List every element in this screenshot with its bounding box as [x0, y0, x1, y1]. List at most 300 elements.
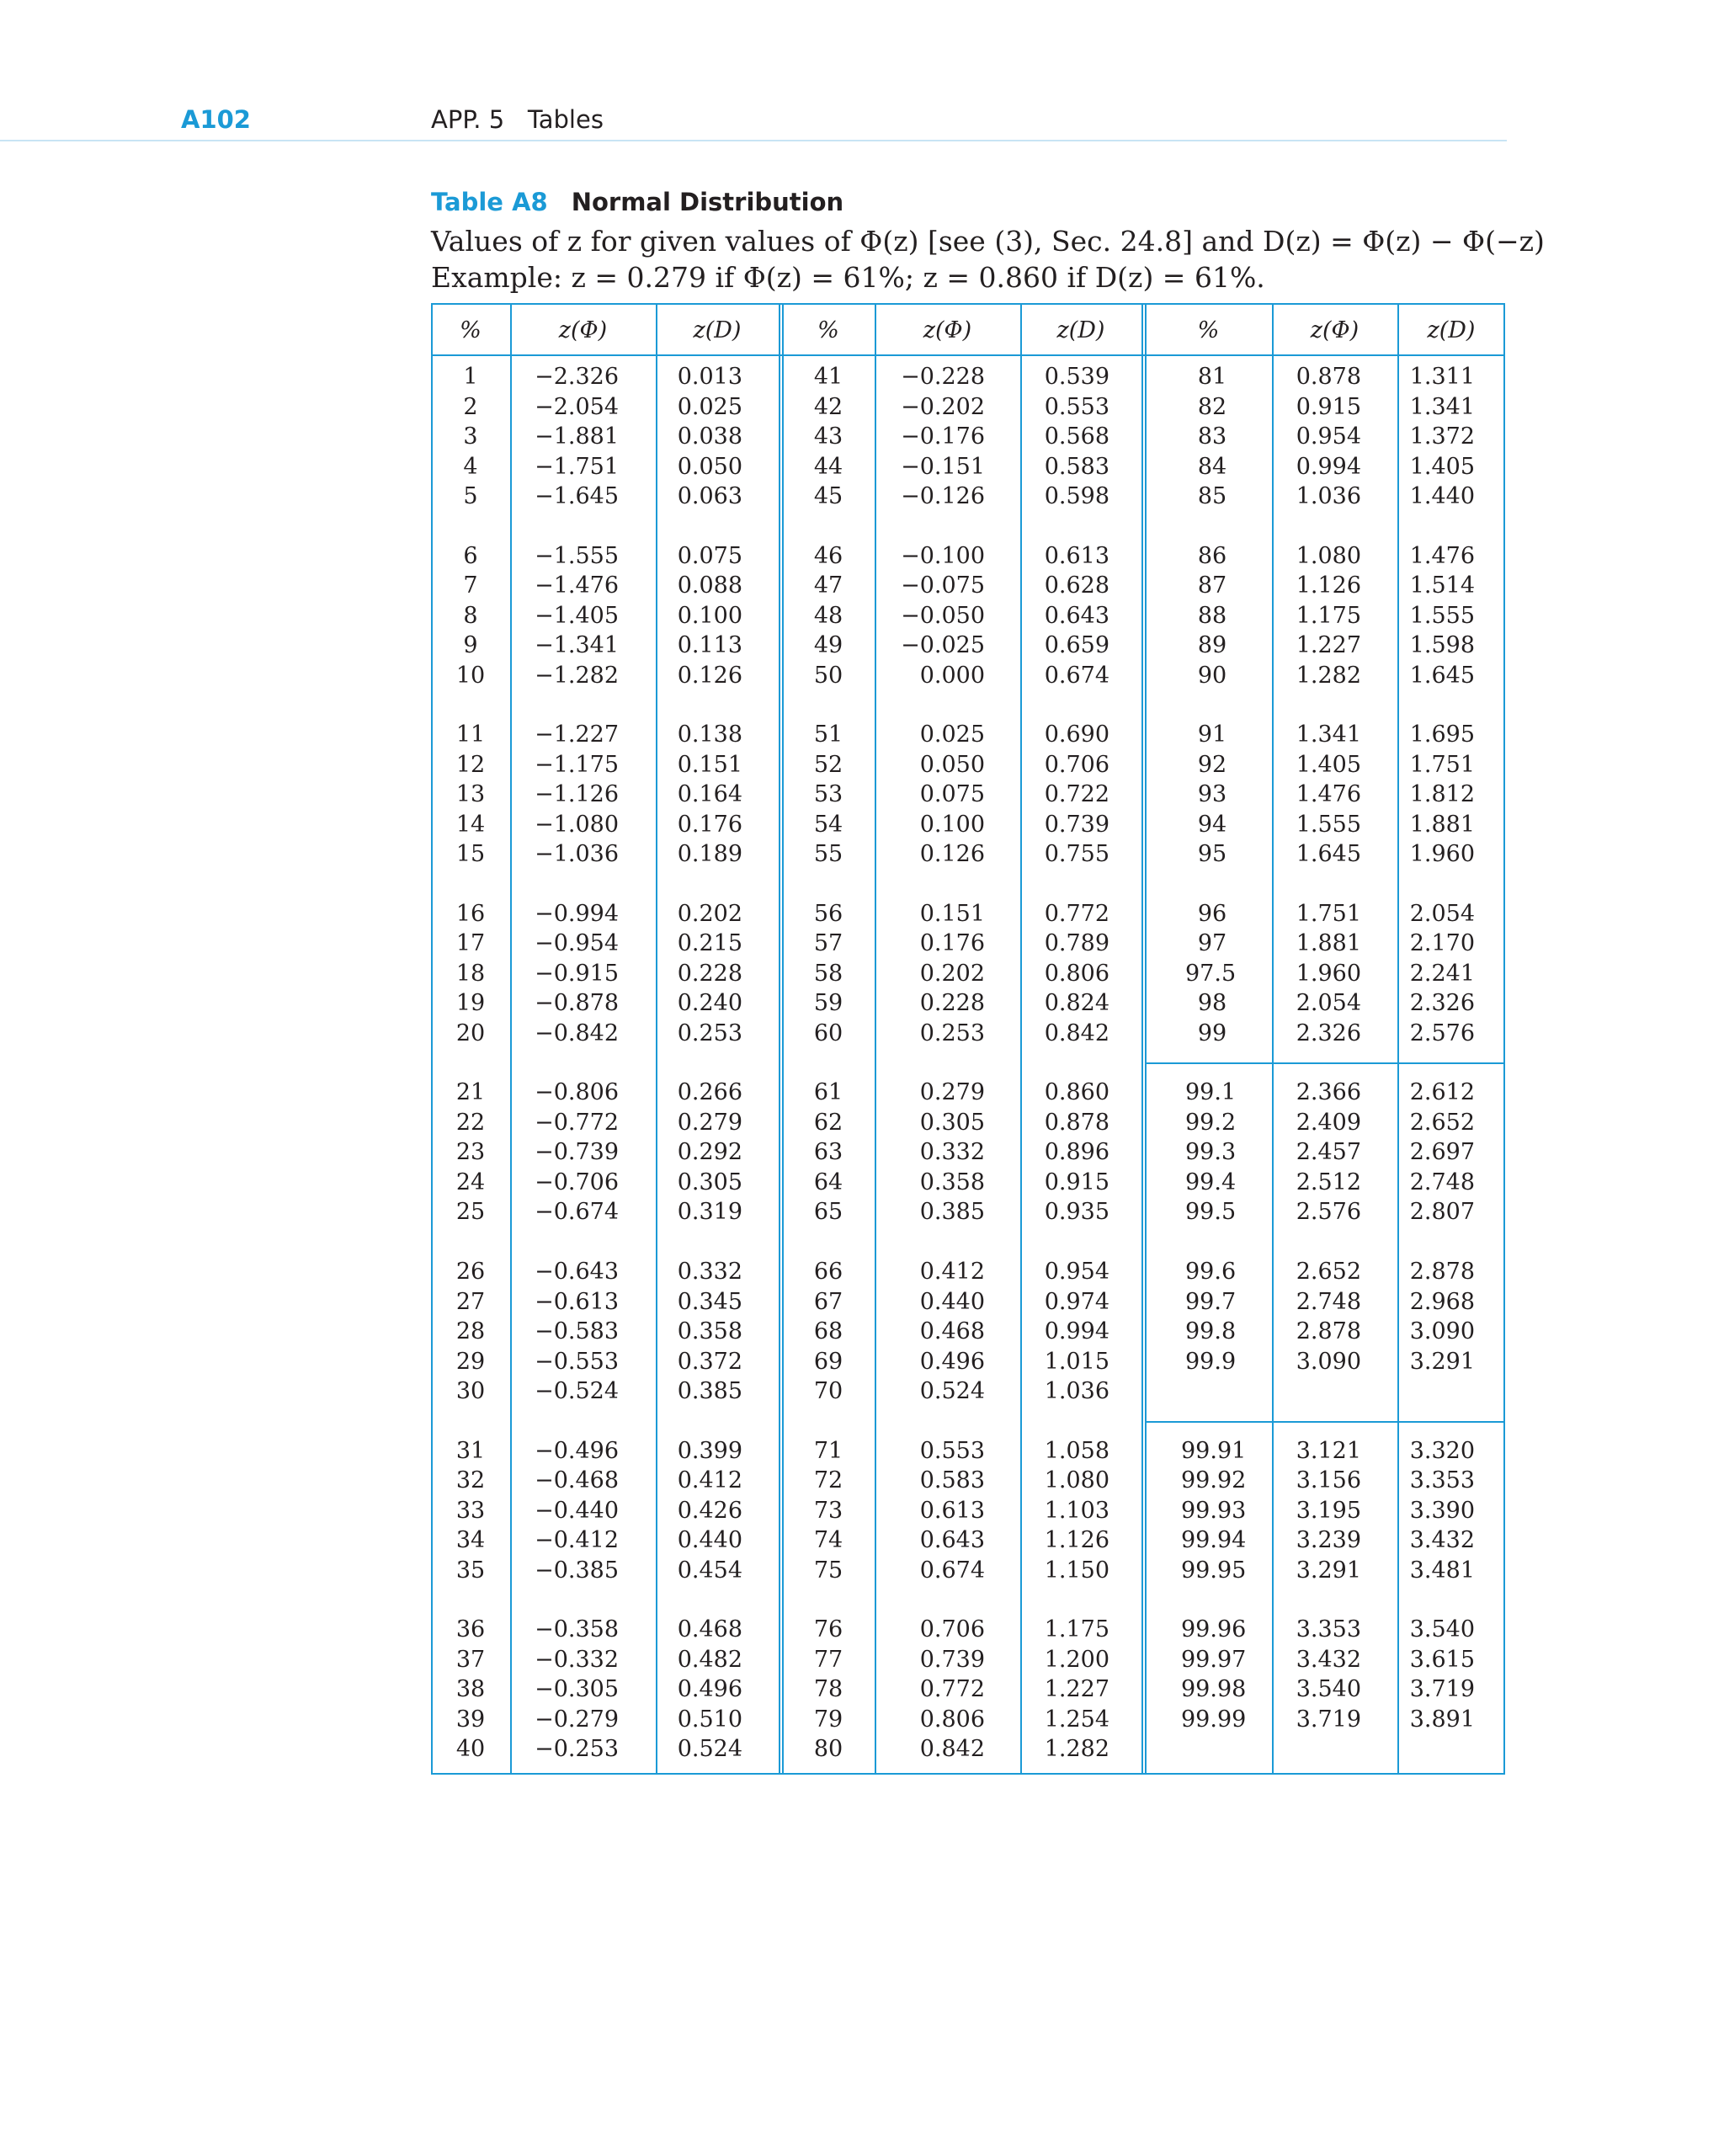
z-phi-cell: −0.915: [535, 960, 619, 987]
z-phi-cell: 0.739: [919, 1646, 985, 1673]
z-phi-cell: 1.175: [1296, 602, 1361, 629]
z-d-cell: 2.652: [1409, 1109, 1475, 1136]
z-phi-cell: 0.553: [919, 1437, 985, 1464]
z-d-cell: 2.968: [1409, 1288, 1475, 1315]
percent-cell: 99.5: [1185, 1199, 1237, 1226]
z-phi-cell: 0.075: [919, 781, 985, 808]
percent-cell: 64: [813, 1168, 843, 1195]
z-phi-cell: 3.156: [1296, 1467, 1361, 1494]
percent-cell: 73: [813, 1497, 843, 1524]
z-phi-cell: −0.806: [535, 1079, 619, 1106]
percent-cell: 83: [1197, 423, 1227, 450]
z-d-cell: 1.058: [1044, 1437, 1109, 1464]
percent-cell: 97: [1197, 930, 1227, 957]
percent-cell: 80: [813, 1736, 843, 1763]
percent-cell: 60: [813, 1019, 843, 1046]
z-phi-cell: −0.075: [901, 572, 985, 599]
percent-cell: 91: [1197, 721, 1227, 748]
z-d-cell: 1.227: [1044, 1676, 1109, 1703]
percent-cell: 99.8: [1185, 1318, 1237, 1344]
percent-cell: 10: [455, 662, 486, 689]
z-phi-cell: 2.457: [1296, 1139, 1361, 1166]
percent-cell: 99.94: [1181, 1527, 1247, 1554]
z-phi-cell: −0.126: [901, 483, 985, 509]
z-phi-cell: 2.366: [1296, 1079, 1361, 1106]
z-phi-cell: 0.643: [919, 1527, 985, 1554]
z-d-cell: 1.282: [1044, 1736, 1109, 1763]
z-phi-cell: 0.583: [919, 1467, 985, 1494]
z-phi-cell: 0.772: [919, 1676, 985, 1703]
z-d-cell: 0.496: [677, 1676, 742, 1703]
percent-cell: 99.99: [1181, 1706, 1247, 1733]
percent-cell: 19: [455, 990, 486, 1017]
z-phi-cell: −0.994: [535, 900, 619, 927]
table-title: [431, 185, 843, 219]
z-d-cell: 3.615: [1409, 1646, 1475, 1673]
percent-cell: 99.93: [1181, 1497, 1247, 1524]
z-phi-cell: −2.054: [535, 393, 619, 420]
percent-cell: 8: [463, 602, 478, 629]
percent-cell: 99.91: [1181, 1437, 1247, 1464]
z-phi-cell: −0.440: [535, 1497, 619, 1524]
z-d-cell: 1.254: [1044, 1706, 1109, 1733]
z-phi-cell: −0.050: [901, 602, 985, 629]
z-phi-cell: −0.706: [535, 1168, 619, 1195]
percent-cell: 25: [455, 1199, 486, 1226]
z-d-cell: 0.292: [677, 1139, 742, 1166]
z-d-cell: 2.878: [1409, 1259, 1475, 1285]
percent-cell: 58: [813, 960, 843, 987]
column-divider: [779, 303, 780, 1775]
percent-cell: 63: [813, 1139, 843, 1166]
z-d-cell: 0.228: [677, 960, 742, 987]
z-phi-cell: 3.090: [1296, 1348, 1361, 1375]
z-d-cell: 0.202: [677, 900, 742, 927]
column-header: %: [817, 317, 839, 343]
z-d-cell: 1.960: [1409, 841, 1475, 868]
z-d-cell: 0.598: [1044, 483, 1109, 509]
percent-cell: 3: [463, 423, 478, 450]
percent-cell: 99.4: [1185, 1168, 1237, 1195]
percent-cell: 92: [1197, 751, 1227, 778]
z-d-cell: 0.524: [677, 1736, 742, 1763]
z-phi-cell: 0.000: [919, 662, 985, 689]
column-header: %: [1197, 317, 1220, 343]
z-phi-cell: −0.468: [535, 1467, 619, 1494]
z-d-cell: 1.036: [1044, 1378, 1109, 1404]
z-phi-cell: −0.674: [535, 1199, 619, 1226]
z-phi-cell: 3.432: [1296, 1646, 1361, 1673]
percent-cell: 53: [813, 781, 843, 808]
percent-cell: 20: [455, 1019, 486, 1046]
z-phi-cell: 2.054: [1296, 990, 1361, 1017]
z-phi-cell: −0.025: [901, 632, 985, 659]
z-phi-cell: −0.253: [535, 1736, 619, 1763]
z-phi-cell: 0.468: [919, 1318, 985, 1344]
z-d-cell: 2.326: [1409, 990, 1475, 1017]
z-d-cell: 0.772: [1044, 900, 1109, 927]
z-phi-cell: 0.202: [919, 960, 985, 987]
percent-cell: 54: [813, 811, 843, 838]
z-d-cell: 1.881: [1409, 811, 1475, 838]
z-phi-cell: 0.915: [1296, 393, 1361, 420]
z-d-cell: 0.954: [1044, 1259, 1109, 1285]
percent-cell: 66: [813, 1259, 843, 1285]
percent-cell: 1: [463, 364, 478, 390]
z-d-cell: 0.050: [677, 453, 742, 480]
z-phi-cell: 0.496: [919, 1348, 985, 1375]
z-phi-cell: 1.645: [1296, 841, 1361, 868]
percent-cell: 22: [455, 1109, 486, 1136]
z-d-cell: 0.468: [677, 1616, 742, 1643]
z-phi-cell: −1.645: [535, 483, 619, 509]
percent-cell: 88: [1197, 602, 1227, 629]
percent-cell: 67: [813, 1288, 843, 1315]
z-d-cell: 0.305: [677, 1168, 742, 1195]
percent-cell: 74: [813, 1527, 843, 1554]
z-d-cell: 3.481: [1409, 1557, 1475, 1584]
z-d-cell: 0.440: [677, 1527, 742, 1554]
z-d-cell: 0.568: [1044, 423, 1109, 450]
z-d-cell: 1.341: [1409, 393, 1475, 420]
z-d-cell: 0.063: [677, 483, 742, 509]
z-d-cell: 0.860: [1044, 1079, 1109, 1106]
z-d-cell: 0.088: [677, 572, 742, 599]
z-phi-cell: 0.279: [919, 1079, 985, 1106]
z-phi-cell: −0.305: [535, 1676, 619, 1703]
z-d-cell: 1.751: [1409, 751, 1475, 778]
percent-cell: 99.97: [1181, 1646, 1247, 1673]
z-d-cell: 3.320: [1409, 1437, 1475, 1464]
z-d-cell: 0.399: [677, 1437, 742, 1464]
z-d-cell: 1.103: [1044, 1497, 1109, 1524]
z-d-cell: 3.719: [1409, 1676, 1475, 1703]
column-header: z(Φ): [923, 317, 972, 343]
z-phi-cell: −1.341: [535, 632, 619, 659]
z-d-cell: 0.739: [1044, 811, 1109, 838]
z-d-cell: 3.432: [1409, 1527, 1475, 1554]
z-d-cell: 0.659: [1044, 632, 1109, 659]
percent-cell: 68: [813, 1318, 843, 1344]
z-phi-cell: 1.227: [1296, 632, 1361, 659]
z-d-cell: 0.164: [677, 781, 742, 808]
z-d-cell: 3.090: [1409, 1318, 1475, 1344]
z-d-cell: 0.482: [677, 1646, 742, 1673]
z-d-cell: 3.540: [1409, 1616, 1475, 1643]
z-d-cell: 1.200: [1044, 1646, 1109, 1673]
percent-cell: 81: [1197, 364, 1227, 390]
table-description-example: Example: z = 0.279 if Φ(z) = 61%; z = 0.860 if D(z) = 61%.: [431, 261, 1265, 294]
z-phi-cell: 3.195: [1296, 1497, 1361, 1524]
column-divider: [1145, 303, 1147, 1775]
z-phi-cell: −0.842: [535, 1019, 619, 1046]
z-phi-cell: 0.842: [919, 1736, 985, 1763]
z-phi-cell: −0.228: [901, 364, 985, 390]
z-d-cell: 1.150: [1044, 1557, 1109, 1584]
percent-cell: 48: [813, 602, 843, 629]
percent-cell: 38: [455, 1676, 486, 1703]
percent-cell: 97.5: [1185, 960, 1237, 987]
z-d-cell: 0.510: [677, 1706, 742, 1733]
percent-cell: 84: [1197, 453, 1227, 480]
z-phi-cell: −1.476: [535, 572, 619, 599]
z-d-cell: 0.266: [677, 1079, 742, 1106]
z-d-cell: 1.311: [1409, 364, 1475, 390]
z-d-cell: 1.440: [1409, 483, 1475, 509]
z-d-cell: 1.080: [1044, 1467, 1109, 1494]
percent-cell: 2: [463, 393, 478, 420]
z-phi-cell: 0.994: [1296, 453, 1361, 480]
percent-cell: 86: [1197, 542, 1227, 569]
z-phi-cell: −0.954: [535, 930, 619, 957]
z-phi-cell: 0.385: [919, 1199, 985, 1226]
z-d-cell: 0.025: [677, 393, 742, 420]
column-divider: [1141, 303, 1143, 1775]
z-d-cell: 0.240: [677, 990, 742, 1017]
z-phi-cell: 1.960: [1296, 960, 1361, 987]
percent-cell: 89: [1197, 632, 1227, 659]
z-phi-cell: −1.751: [535, 453, 619, 480]
percent-cell: 34: [455, 1527, 486, 1554]
z-phi-cell: −0.385: [535, 1557, 619, 1584]
z-phi-cell: −2.326: [535, 364, 619, 390]
z-d-cell: 0.426: [677, 1497, 742, 1524]
percent-cell: 96: [1197, 900, 1227, 927]
z-d-cell: 0.553: [1044, 393, 1109, 420]
z-d-cell: 0.994: [1044, 1318, 1109, 1344]
z-d-cell: 1.598: [1409, 632, 1475, 659]
percent-cell: 99.3: [1185, 1139, 1237, 1166]
z-d-cell: 0.789: [1044, 930, 1109, 957]
percent-cell: 82: [1197, 393, 1227, 420]
z-d-cell: 0.038: [677, 423, 742, 450]
z-phi-cell: 0.706: [919, 1616, 985, 1643]
column-header: z(D): [1056, 317, 1105, 343]
z-phi-cell: 0.954: [1296, 423, 1361, 450]
percent-cell: 27: [455, 1288, 486, 1315]
percent-cell: 57: [813, 930, 843, 957]
z-phi-cell: 1.476: [1296, 781, 1361, 808]
percent-cell: 99.2: [1185, 1109, 1237, 1136]
z-d-cell: 3.353: [1409, 1467, 1475, 1494]
percent-cell: 28: [455, 1318, 486, 1344]
percent-cell: 99.1: [1185, 1079, 1237, 1106]
z-phi-cell: 3.719: [1296, 1706, 1361, 1733]
z-d-cell: 0.628: [1044, 572, 1109, 599]
running-head-section: APP. 5 Tables: [431, 105, 604, 134]
z-d-cell: 3.291: [1409, 1348, 1475, 1375]
block-divider: [1145, 1062, 1505, 1064]
z-phi-cell: 2.512: [1296, 1168, 1361, 1195]
z-d-cell: 0.358: [677, 1318, 742, 1344]
z-phi-cell: −1.036: [535, 841, 619, 868]
z-d-cell: 0.372: [677, 1348, 742, 1375]
z-phi-cell: −0.643: [535, 1259, 619, 1285]
z-phi-cell: 0.126: [919, 841, 985, 868]
z-phi-cell: −1.881: [535, 423, 619, 450]
table-label: Table A8: [431, 188, 548, 216]
z-phi-cell: 1.126: [1296, 572, 1361, 599]
z-d-cell: 0.385: [677, 1378, 742, 1404]
z-d-cell: 0.113: [677, 632, 742, 659]
z-phi-cell: 3.239: [1296, 1527, 1361, 1554]
z-d-cell: 1.812: [1409, 781, 1475, 808]
percent-cell: 79: [813, 1706, 843, 1733]
percent-cell: 17: [455, 930, 486, 957]
z-d-cell: 0.075: [677, 542, 742, 569]
z-d-cell: 0.722: [1044, 781, 1109, 808]
z-phi-cell: 2.878: [1296, 1318, 1361, 1344]
percent-cell: 87: [1197, 572, 1227, 599]
percent-cell: 94: [1197, 811, 1227, 838]
z-d-cell: 0.345: [677, 1288, 742, 1315]
percent-cell: 5: [463, 483, 478, 509]
z-d-cell: 1.015: [1044, 1348, 1109, 1375]
percent-cell: 59: [813, 990, 843, 1017]
z-phi-cell: 1.405: [1296, 751, 1361, 778]
column-header: z(Φ): [1310, 317, 1360, 343]
z-d-cell: 1.476: [1409, 542, 1475, 569]
z-d-cell: 3.891: [1409, 1706, 1475, 1733]
z-phi-cell: −0.332: [535, 1646, 619, 1673]
z-d-cell: 2.748: [1409, 1168, 1475, 1195]
percent-cell: 85: [1197, 483, 1227, 509]
z-phi-cell: −1.227: [535, 721, 619, 748]
percent-cell: 56: [813, 900, 843, 927]
z-phi-cell: −0.279: [535, 1706, 619, 1733]
percent-cell: 95: [1197, 841, 1227, 868]
percent-cell: 39: [455, 1706, 486, 1733]
percent-cell: 35: [455, 1557, 486, 1584]
percent-cell: 45: [813, 483, 843, 509]
percent-cell: 31: [455, 1437, 486, 1464]
z-d-cell: 0.539: [1044, 364, 1109, 390]
percent-cell: 9: [463, 632, 478, 659]
percent-cell: 69: [813, 1348, 843, 1375]
percent-cell: 75: [813, 1557, 843, 1584]
z-phi-cell: −0.496: [535, 1437, 619, 1464]
percent-cell: 93: [1197, 781, 1227, 808]
z-phi-cell: 0.151: [919, 900, 985, 927]
percent-cell: 36: [455, 1616, 486, 1643]
z-d-cell: 0.189: [677, 841, 742, 868]
z-phi-cell: −0.202: [901, 393, 985, 420]
percent-cell: 46: [813, 542, 843, 569]
percent-cell: 15: [455, 841, 486, 868]
percent-cell: 13: [455, 781, 486, 808]
column-header: z(D): [693, 317, 742, 343]
z-phi-cell: −0.151: [901, 453, 985, 480]
percent-cell: 4: [463, 453, 478, 480]
z-d-cell: 0.013: [677, 364, 742, 390]
percent-cell: 99.95: [1181, 1557, 1247, 1584]
z-phi-cell: −0.878: [535, 990, 619, 1017]
table-description-line-1: Values of z for given values of Φ(z) [see (3), Sec. 24.8] and D(z) = Φ(z) − Φ(−z): [431, 225, 1545, 258]
percent-cell: 7: [463, 572, 478, 599]
z-phi-cell: 3.540: [1296, 1676, 1361, 1703]
z-d-cell: 0.878: [1044, 1109, 1109, 1136]
z-d-cell: 2.241: [1409, 960, 1475, 987]
z-d-cell: 0.755: [1044, 841, 1109, 868]
z-d-cell: 0.253: [677, 1019, 742, 1046]
z-phi-cell: −0.553: [535, 1348, 619, 1375]
z-d-cell: 0.454: [677, 1557, 742, 1584]
z-d-cell: 2.697: [1409, 1139, 1475, 1166]
percent-cell: 99: [1197, 1019, 1227, 1046]
z-phi-cell: 0.524: [919, 1378, 985, 1404]
percent-cell: 41: [813, 364, 843, 390]
percent-cell: 61: [813, 1079, 843, 1106]
percent-cell: 37: [455, 1646, 486, 1673]
percent-cell: 40: [455, 1736, 486, 1763]
z-phi-cell: 0.228: [919, 990, 985, 1017]
z-phi-cell: 2.576: [1296, 1199, 1361, 1226]
z-d-cell: 1.372: [1409, 423, 1475, 450]
percent-cell: 52: [813, 751, 843, 778]
z-d-cell: 0.319: [677, 1199, 742, 1226]
z-phi-cell: −1.555: [535, 542, 619, 569]
z-phi-cell: −1.080: [535, 811, 619, 838]
z-d-cell: 1.645: [1409, 662, 1475, 689]
z-phi-cell: −0.739: [535, 1139, 619, 1166]
z-d-cell: 1.405: [1409, 453, 1475, 480]
z-d-cell: 0.706: [1044, 751, 1109, 778]
z-phi-cell: 2.409: [1296, 1109, 1361, 1136]
z-d-cell: 0.151: [677, 751, 742, 778]
percent-cell: 18: [455, 960, 486, 987]
z-phi-cell: 0.412: [919, 1259, 985, 1285]
z-d-cell: 0.915: [1044, 1168, 1109, 1195]
percent-cell: 6: [463, 542, 478, 569]
percent-cell: 71: [813, 1437, 843, 1464]
z-phi-cell: −1.405: [535, 602, 619, 629]
z-phi-cell: 1.341: [1296, 721, 1361, 748]
z-phi-cell: −0.176: [901, 423, 985, 450]
percent-cell: 76: [813, 1616, 843, 1643]
z-phi-cell: 3.121: [1296, 1437, 1361, 1464]
z-d-cell: 0.842: [1044, 1019, 1109, 1046]
percent-cell: 26: [455, 1259, 486, 1285]
percent-cell: 32: [455, 1467, 486, 1494]
z-d-cell: 0.896: [1044, 1139, 1109, 1166]
z-phi-cell: −0.100: [901, 542, 985, 569]
percent-cell: 99.96: [1181, 1616, 1247, 1643]
z-d-cell: 0.674: [1044, 662, 1109, 689]
percent-cell: 51: [813, 721, 843, 748]
percent-cell: 99.7: [1185, 1288, 1237, 1315]
z-d-cell: 0.126: [677, 662, 742, 689]
page-number: A102: [181, 105, 251, 134]
z-d-cell: 0.806: [1044, 960, 1109, 987]
z-phi-cell: 3.353: [1296, 1616, 1361, 1643]
percent-cell: 99.6: [1185, 1259, 1237, 1285]
z-phi-cell: −0.524: [535, 1378, 619, 1404]
z-phi-cell: 1.555: [1296, 811, 1361, 838]
header-rule: [0, 140, 1507, 141]
percent-cell: 50: [813, 662, 843, 689]
z-d-cell: 1.175: [1044, 1616, 1109, 1643]
percent-cell: 99.9: [1185, 1348, 1237, 1375]
z-d-cell: 0.824: [1044, 990, 1109, 1017]
z-d-cell: 1.555: [1409, 602, 1475, 629]
z-phi-cell: −0.583: [535, 1318, 619, 1344]
z-phi-cell: 1.036: [1296, 483, 1361, 509]
percent-cell: 12: [455, 751, 486, 778]
z-phi-cell: 2.652: [1296, 1259, 1361, 1285]
z-phi-cell: −0.613: [535, 1288, 619, 1315]
z-phi-cell: 0.253: [919, 1019, 985, 1046]
percent-cell: 42: [813, 393, 843, 420]
